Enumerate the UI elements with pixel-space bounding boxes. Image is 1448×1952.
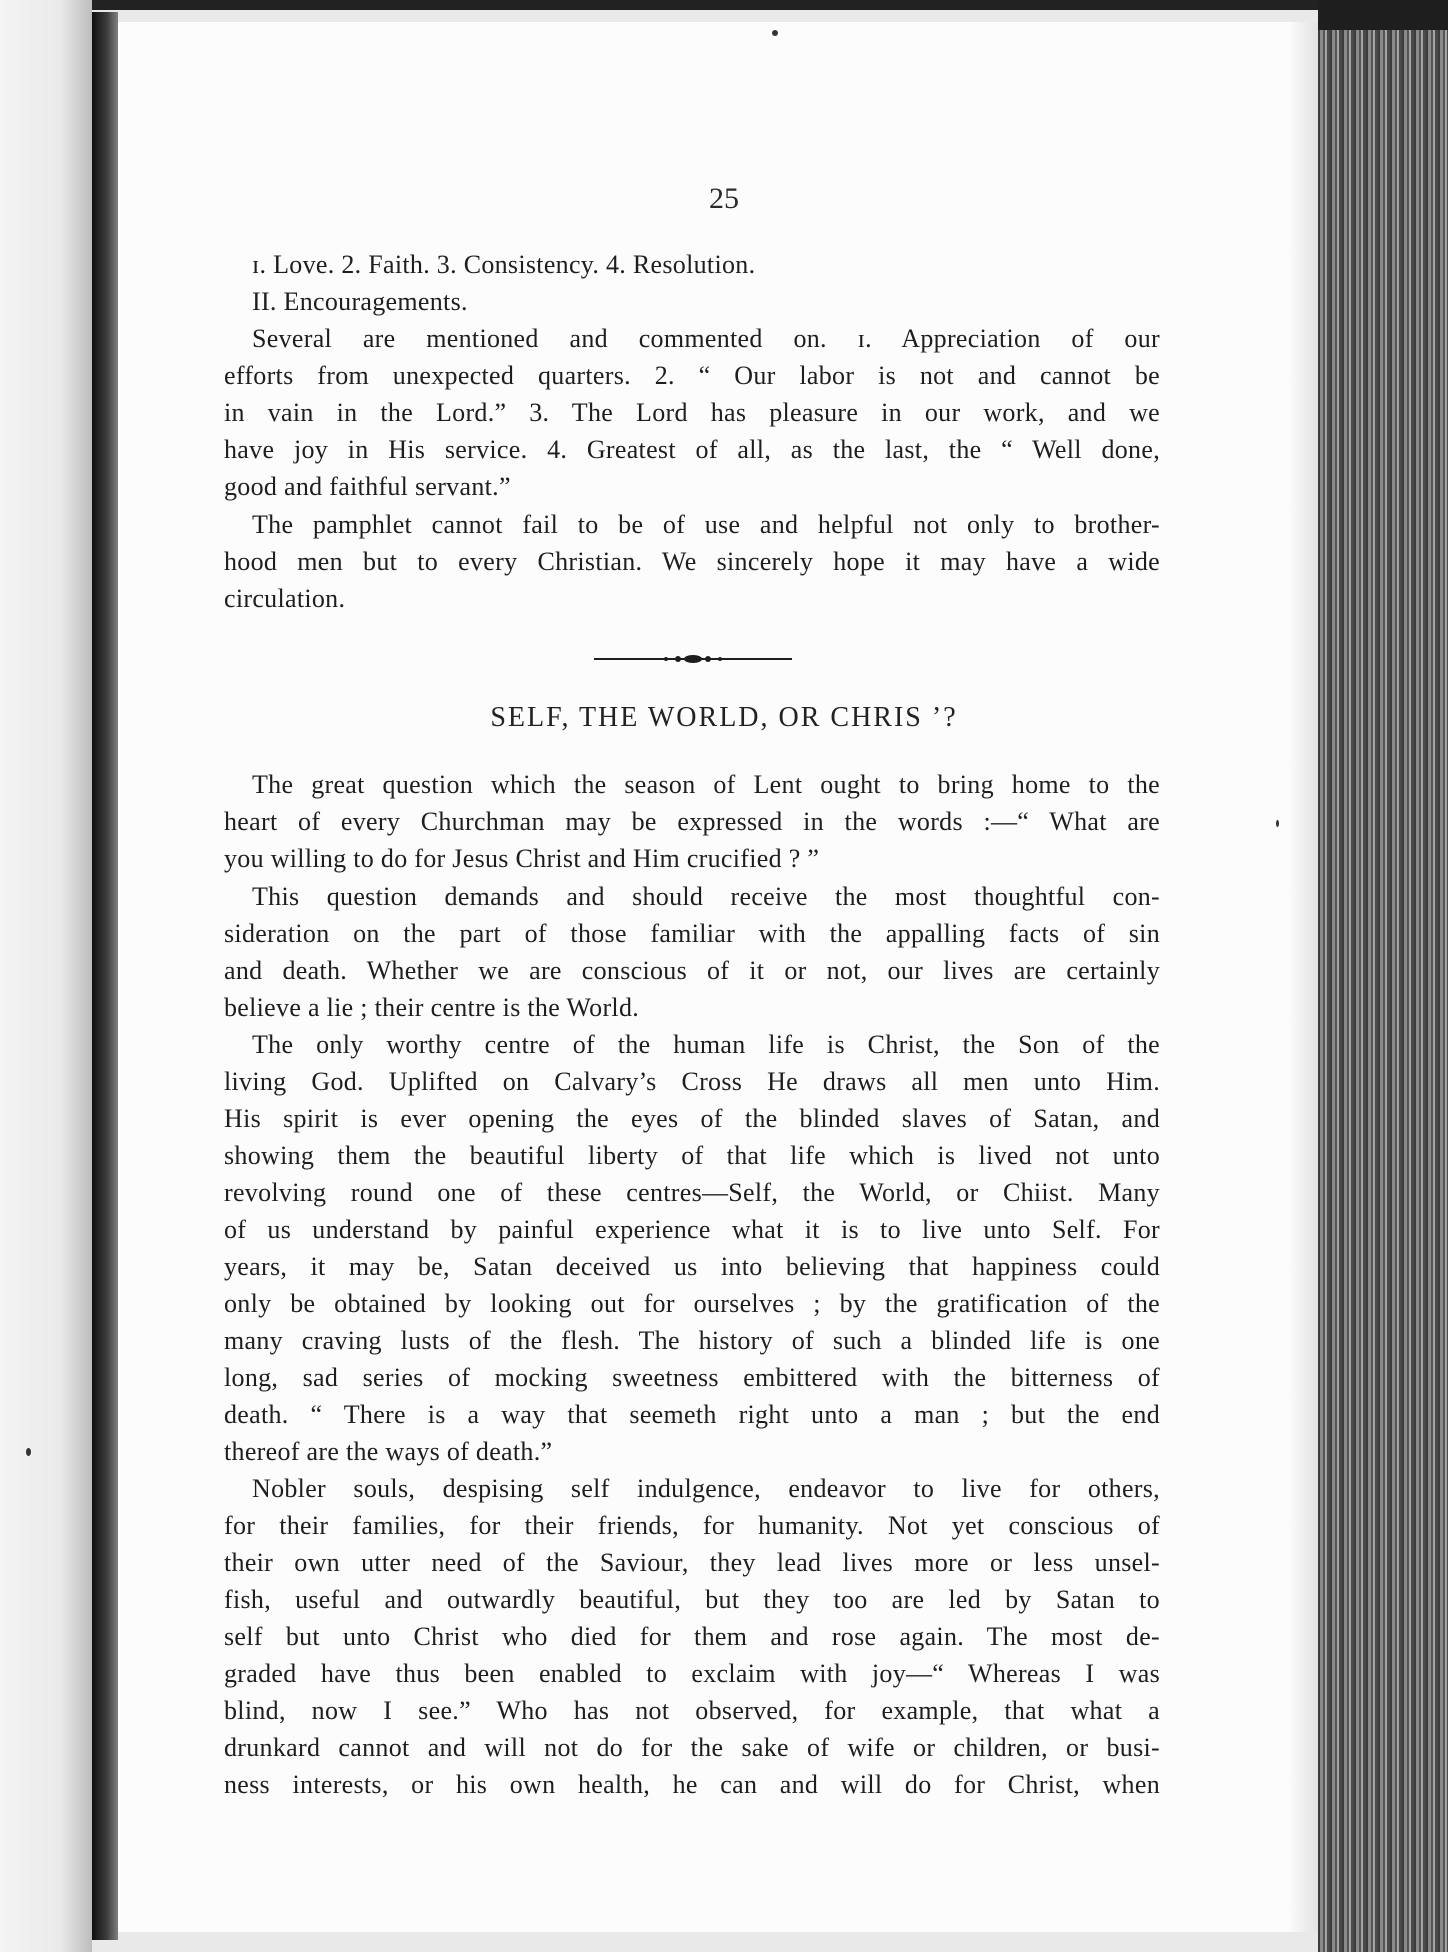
text-line: revolving round one of these centres—Self, the World, or Chiist. Many: [224, 1178, 1160, 1207]
scan-top-edge: [0, 0, 1448, 10]
text-line: drunkard cannot and will not do for the sake of wife or children, or busi-: [224, 1733, 1160, 1762]
text-line: hood men but to every Christian. We sincerely hope it may have a wide: [224, 547, 1160, 576]
list-line: ɪ. Love. 2. Faith. 3. Consistency. 4. Resolution.: [252, 250, 756, 279]
numbered-list-block: [224, 246, 1160, 320]
text-line: circulation.: [224, 584, 346, 613]
text-line: many craving lusts of the flesh. The history of such a blinded life is one: [224, 1326, 1160, 1355]
section-divider-ornament: [594, 652, 792, 666]
text-line: for their families, for their friends, for humanity. Not yet conscious of: [224, 1511, 1160, 1540]
text-line: blind, now I see.” Who has not observed, for example, that what a: [224, 1696, 1160, 1725]
text-line: good and faithful servant.”: [224, 472, 511, 501]
page-fore-edge: [1318, 30, 1448, 1952]
text-line: believe a lie ; their centre is the World.: [224, 993, 640, 1022]
text-line: and death. Whether we are conscious of it or not, our lives are certainly: [224, 956, 1160, 985]
paragraph-only-worthy-centre: [224, 1026, 1160, 1470]
text-line: The only worthy centre of the human life is Christ, the Son of the: [252, 1030, 1160, 1059]
text-line: you willing to do for Jesus Christ and Him crucified ? ”: [224, 844, 820, 873]
text-line: only be obtained by looking out for ourselves ; by the gratification of the: [224, 1289, 1160, 1318]
text-line: have joy in His service. 4. Greatest of all, as the last, the “ Well done,: [224, 435, 1160, 464]
book-gutter: [92, 12, 118, 1940]
text-line: self but unto Christ who died for them and rose again. The most de-: [224, 1622, 1160, 1651]
paragraph-great-question: [224, 766, 1160, 877]
fore-edge-corner: [1318, 0, 1448, 34]
page-number: 25: [709, 182, 739, 215]
text-line: fish, useful and outwardly beautiful, but they too are led by Satan to: [224, 1585, 1160, 1614]
ink-speck: [26, 1448, 31, 1456]
text-line: in vain in the Lord.” 3. The Lord has pleasure in our work, and we: [224, 398, 1160, 427]
text-line: death. “ There is a way that seemeth right unto a man ; but the end: [224, 1400, 1160, 1429]
text-line: Several are mentioned and commented on. ɪ. Appreciation of our: [252, 324, 1160, 353]
paragraph-this-question: [224, 878, 1160, 1026]
text-line: their own utter need of the Saviour, they lead lives more or less unsel-: [224, 1548, 1160, 1577]
ink-speck: [1276, 820, 1279, 827]
page-shadow: [1288, 22, 1318, 1932]
text-line: ness interests, or his own health, he can and will do for Christ, when: [224, 1770, 1160, 1799]
text-line: graded have thus been enabled to exclaim with joy—“ Whereas I was: [224, 1659, 1160, 1688]
text-line: This question demands and should receive the most thoughtful con-: [252, 882, 1160, 911]
text-line: of us understand by painful experience what it is to live unto Self. For: [224, 1215, 1160, 1244]
text-line: years, it may be, Satan deceived us into believing that happiness could: [224, 1252, 1160, 1281]
facing-page-edge: [0, 0, 92, 1952]
list-line: II. Encouragements.: [252, 287, 468, 316]
section-heading: SELF, THE WORLD, OR CHRIS ’?: [490, 702, 958, 733]
text-line: His spirit is ever opening the eyes of the blinded slaves of Satan, and: [224, 1104, 1160, 1133]
text-line: The pamphlet cannot fail to be of use and helpful not only to brother-: [252, 510, 1160, 539]
ink-speck: [772, 30, 778, 36]
text-line: efforts from unexpected quarters. 2. “ Our labor is not and cannot be: [224, 361, 1160, 390]
paragraph-encouragements: [224, 320, 1160, 505]
paragraph-pamphlet: [224, 506, 1160, 617]
text-line: Nobler souls, despising self indulgence, endeavor to live for others,: [252, 1474, 1160, 1503]
text-line: living God. Uplifted on Calvary’s Cross He draws all men unto Him.: [224, 1067, 1160, 1096]
text-line: sideration on the part of those familiar with the appalling facts of sin: [224, 919, 1160, 948]
text-line: The great question which the season of Lent ought to bring home to the: [252, 770, 1160, 799]
paragraph-nobler-souls: [224, 1470, 1160, 1803]
text-line: long, sad series of mocking sweetness embittered with the bitterness of: [224, 1363, 1160, 1392]
text-line: showing them the beautiful liberty of that life which is lived not unto: [224, 1141, 1160, 1170]
text-line: thereof are the ways of death.”: [224, 1437, 553, 1466]
text-line: heart of every Churchman may be expressed in the words :—“ What are: [224, 807, 1160, 836]
